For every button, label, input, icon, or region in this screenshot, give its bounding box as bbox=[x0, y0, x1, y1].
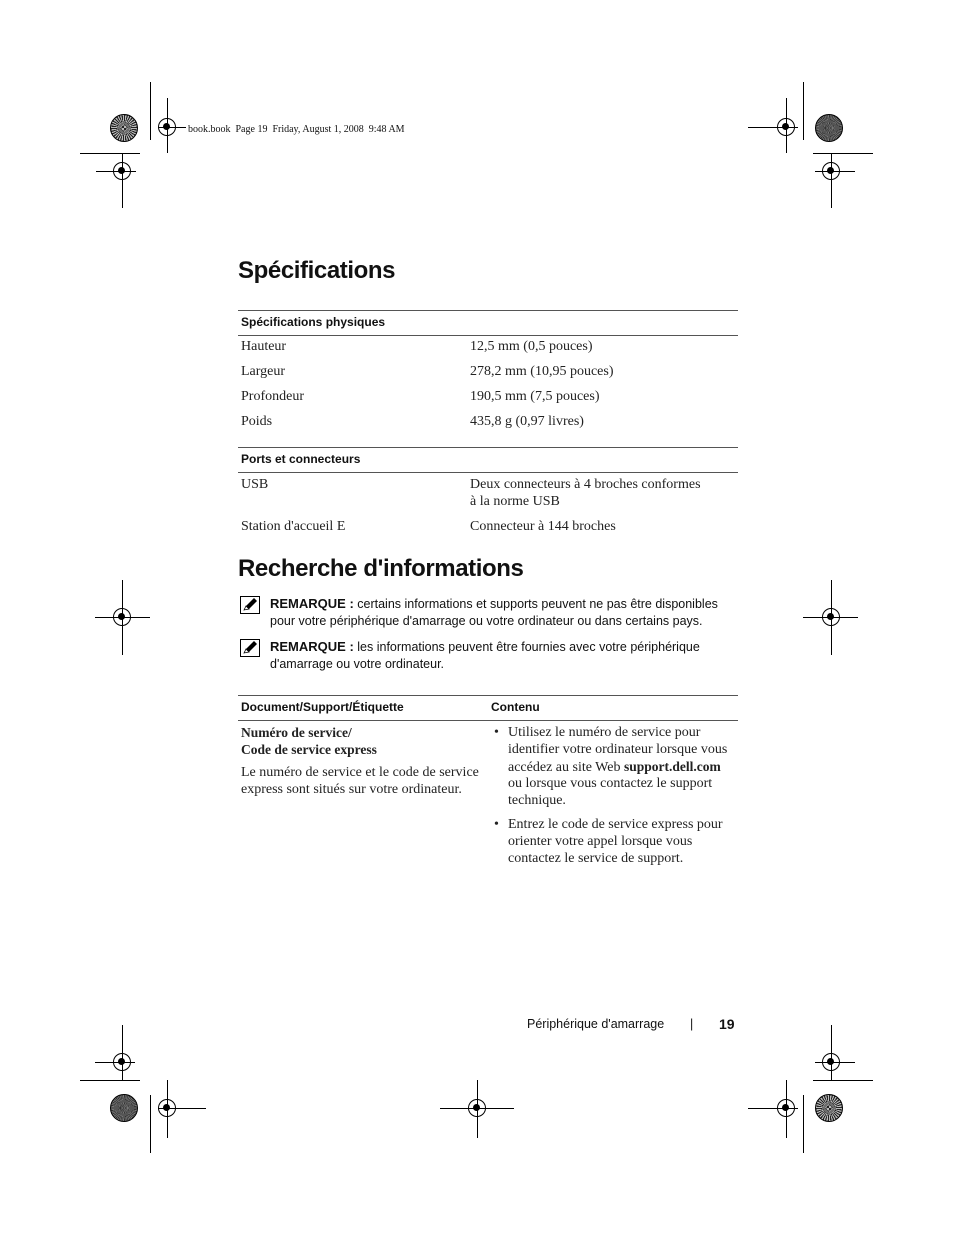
spec-value: Deux connecteurs à 4 broches conformes bbox=[470, 477, 701, 492]
doc-description: Le numéro de service et le code de service bbox=[241, 765, 479, 780]
print-slug: book.book Page 19 Friday, August 1, 2008 9:48 AM bbox=[188, 124, 405, 135]
bullet-text: technique. bbox=[508, 793, 566, 808]
note-text: les informations peuvent être fournies avec votre périphérique bbox=[357, 640, 700, 654]
note-text: d'amarrage ou votre ordinateur. bbox=[270, 657, 445, 671]
note-callout bbox=[240, 638, 740, 674]
footer-section-name: Périphérique d'amarrage bbox=[527, 1017, 665, 1031]
registration-target-icon bbox=[822, 162, 840, 180]
bullet-icon: • bbox=[494, 817, 499, 832]
bullet-text: Entrez le code de service express pour bbox=[508, 817, 723, 832]
spec-value: 190,5 mm (7,5 pouces) bbox=[470, 389, 600, 404]
bullet-text: Utilisez le numéro de service pour bbox=[508, 725, 701, 740]
spec-label: Largeur bbox=[241, 364, 286, 379]
bullet-text: contactez le service de support. bbox=[508, 851, 684, 866]
spec-label: Poids bbox=[241, 414, 273, 429]
bullet-text: identifier votre ordinateur lorsque vous bbox=[508, 742, 728, 757]
spec-value: 435,8 g (0,97 livres) bbox=[470, 414, 584, 429]
note-keyword: REMARQUE : bbox=[270, 596, 354, 611]
spec-label: Station d'accueil E bbox=[241, 519, 346, 534]
note-text: pour votre périphérique d'amarrage ou votre ordinateur ou dans certains pays. bbox=[270, 614, 703, 628]
bullet-text bbox=[508, 758, 721, 776]
section-title-specifications: Spécifications bbox=[238, 257, 396, 284]
note-pencil-icon bbox=[240, 639, 260, 657]
table-heading-physical: Spécifications physiques bbox=[241, 315, 386, 329]
spec-value: 12,5 mm (0,5 pouces) bbox=[470, 339, 593, 354]
color-rosette-icon bbox=[110, 1094, 138, 1122]
doc-description: express sont situés sur votre ordinateur. bbox=[241, 782, 462, 797]
column-header-document: Document/Support/Étiquette bbox=[241, 700, 404, 714]
column-header-content: Contenu bbox=[491, 700, 540, 714]
spec-value: à la norme USB bbox=[470, 494, 560, 509]
table-heading-ports: Ports et connecteurs bbox=[241, 452, 361, 466]
bullet-text: orienter votre appel lorsque vous bbox=[508, 834, 693, 849]
bullet-text: ou lorsque vous contactez le support bbox=[508, 776, 713, 791]
bullet-text-segment: accédez au site Web bbox=[508, 760, 624, 775]
spec-label: USB bbox=[241, 477, 269, 492]
spec-value: 278,2 mm (10,95 pouces) bbox=[470, 364, 614, 379]
note-keyword: REMARQUE : bbox=[270, 639, 354, 654]
footer-separator: | bbox=[690, 1017, 694, 1031]
registration-target-icon bbox=[468, 1099, 486, 1117]
doc-title: Numéro de service/ bbox=[241, 725, 352, 740]
bullet-icon: • bbox=[494, 725, 499, 740]
registration-target-icon bbox=[113, 1053, 131, 1071]
doc-title: Code de service express bbox=[241, 742, 377, 757]
registration-target-icon bbox=[158, 1099, 176, 1117]
color-rosette-icon bbox=[815, 114, 843, 142]
note-pencil-icon bbox=[240, 596, 260, 614]
registration-target-icon bbox=[822, 608, 840, 626]
registration-target-icon bbox=[777, 118, 795, 136]
page-number: 19 bbox=[719, 1016, 735, 1032]
registration-target-icon bbox=[113, 608, 131, 626]
color-rosette-icon bbox=[815, 1094, 843, 1122]
registration-target-icon bbox=[113, 162, 131, 180]
registration-target-icon bbox=[158, 118, 176, 136]
color-rosette-icon bbox=[110, 114, 138, 142]
support-link[interactable]: support.dell.com bbox=[624, 759, 721, 774]
note-callout bbox=[240, 595, 740, 631]
registration-target-icon bbox=[777, 1099, 795, 1117]
registration-target-icon bbox=[822, 1053, 840, 1071]
spec-value: Connecteur à 144 broches bbox=[470, 519, 616, 534]
spec-label: Hauteur bbox=[241, 339, 287, 354]
note-text: certains informations et supports peuvent ne pas être disponibles bbox=[357, 597, 718, 611]
spec-label: Profondeur bbox=[241, 389, 304, 404]
section-title-information: Recherche d'informations bbox=[238, 555, 524, 582]
